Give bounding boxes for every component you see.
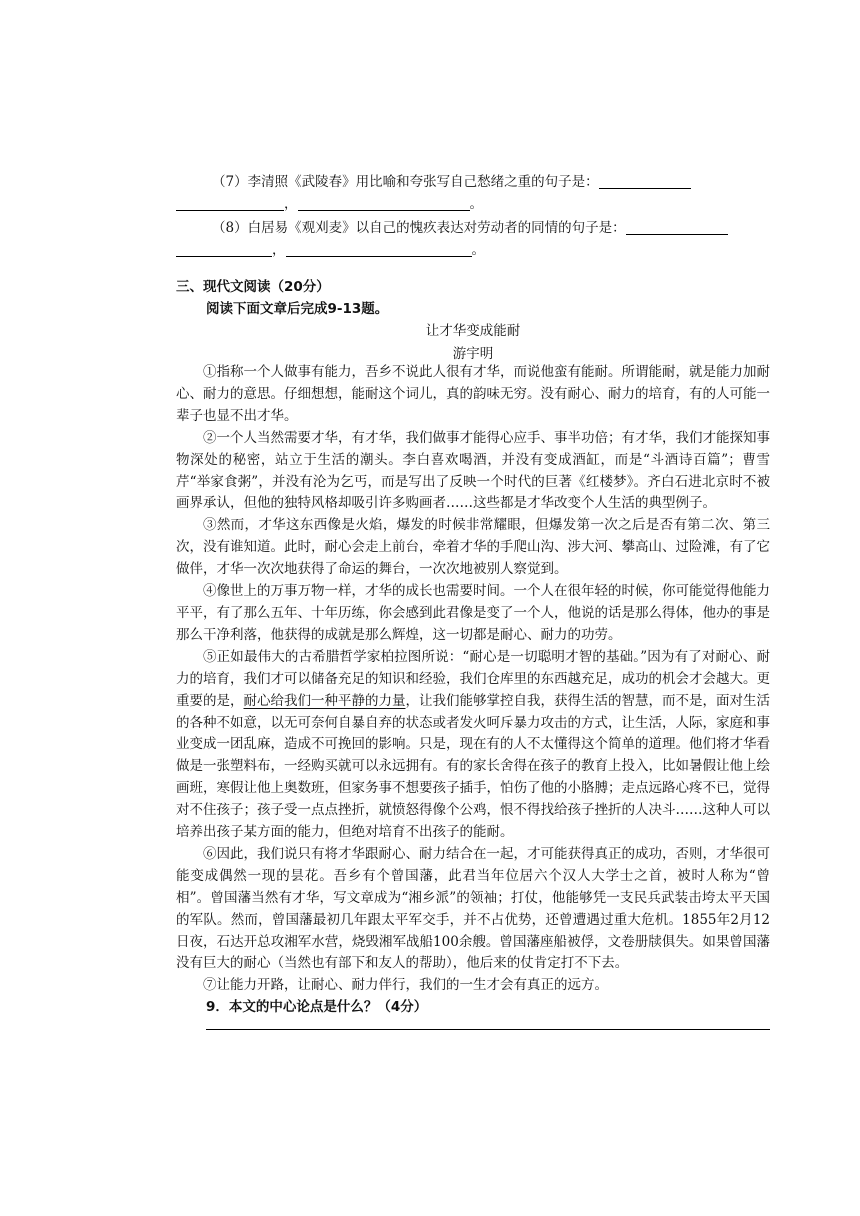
fill-in-item-7 bbox=[176, 171, 770, 215]
reading-instruction: 阅读下面文章后完成9-13题。 bbox=[206, 301, 389, 317]
article-paragraph-7: ⑦让能力开路，让耐心、耐力伴行，我们的一生才会有真正的远方。 bbox=[203, 977, 608, 994]
article-paragraph-4: ④像世上的万事万物一样，才华的成长也需要时间。一个人在很年轻的时候，你可能觉得他能力平平，有了那么五年、十年历练，你会感到此君像是变了一个人，他说的话是那么得体，他办的事是那么干净利落，他获得的成就是那么辉煌，这一切都是耐心、耐力的功劳。 bbox=[176, 583, 770, 643]
answer-blank[interactable] bbox=[626, 220, 728, 235]
article-author: 游宇明 bbox=[452, 346, 494, 362]
end-mark: 。 bbox=[469, 196, 483, 212]
fill-in-prompt: （7）李清照《武陵春》用比喻和夸张写自己愁绪之重的句子是： bbox=[212, 174, 599, 190]
paragraph-5-text-after: ，让我们能够掌控自我，获得生活的智慧，而不是，面对生活的各种不如意，以无可奈何自暴自弃的状态或者发火呵斥暴力攻击的方式，让生活，人际，家庭和事业变成一团乱麻，造成不可挽回的影响。只是，现在有的人不太懂得这个简单的道理。他们将才华看做是一张塑料布，一经购买就可以永远拥有。有的家长舍得在孩子的教育上投入，比如暑假让他上绘画班，寒假让他上奥数班，但家务事不想要孩子插手，怕伤了他的小胳膊；走点远路心疼不已，觉得对不住孩子；孩子受一点点挫折，就愤怒得像个公鸡，恨不得找给孩子挫折的人决斗……这种人可以培养出孩子某方面的能力，但绝对培育不出孩子的能耐。 bbox=[176, 692, 770, 841]
section-title: 三、现代文阅读（20分） bbox=[176, 279, 330, 295]
question-9: 9．本文的中心论点是什么？（4分） bbox=[206, 999, 428, 1015]
answer-blank[interactable] bbox=[176, 196, 284, 211]
article-title: 让才华变成能耐 bbox=[425, 323, 521, 339]
article-paragraph-5 bbox=[176, 647, 770, 844]
answer-blank[interactable] bbox=[176, 242, 272, 257]
article-paragraph-2: ②一个人当然需要才华，有才华，我们做事才能得心应手、事半功倍；有才华，我们才能探知事物深处的秘密，站立于生活的潮头。李白喜欢喝酒，并没有变成酒缸，而是“斗酒诗百篇”；曹雪芹“举家食粥”，并没有沦为乞丐，而是写出了反映一个时代的巨著《红楼梦》。齐白石进北京时不被画界承认，但他的独特风格却吸引许多购画者……这些都是才华改变个人生活的典型例子。 bbox=[176, 429, 770, 512]
article-paragraph-1: ①指称一个人做事有能力，吾乡不说此人很有才华，而说他蛮有能耐。所谓能耐，就是能力加耐心、耐力的意思。仔细想想，能耐这个词儿，真的韵味无穷。没有耐心、耐力的培育，有的人可能一辈子也显不出才华。 bbox=[176, 364, 770, 424]
underlined-sentence: 耐心给我们一种平静的力量 bbox=[243, 692, 406, 709]
article-body bbox=[176, 362, 770, 997]
answer-blank[interactable] bbox=[599, 174, 691, 189]
separator: ， bbox=[284, 196, 298, 212]
separator: ， bbox=[272, 242, 286, 258]
paragraph-5-text-before: ⑤正如最伟大的古希腊哲学家柏拉图所说：“耐心是一切聪明才智的基础。”因为有了对耐心、耐力的培育，我们才可以储备充足的知识和经验，我们仓库里的东西越充足，成功的机会才会越大。更重要的是， bbox=[176, 648, 770, 709]
end-mark: 。 bbox=[471, 242, 485, 258]
question-9-answer-line[interactable] bbox=[206, 1029, 770, 1030]
article-paragraph-3: ③然而，才华这东西像是火焰，爆发的时候非常耀眼，但爆发第一次之后是否有第二次、第三次，没有谁知道。此时，耐心会走上前台，牵着才华的手爬山沟、涉大河、攀高山、过险滩，有了它做伴，才华一次次地获得了命运的舞台，一次次地被别人察觉到。 bbox=[176, 517, 770, 578]
answer-blank[interactable] bbox=[298, 196, 470, 211]
fill-in-prompt: （8）白居易《观刈麦》以自己的愧疚表达对劳动者的同情的句子是： bbox=[212, 220, 626, 236]
answer-blank[interactable] bbox=[286, 242, 472, 257]
fill-in-item-8 bbox=[176, 217, 770, 261]
article-paragraph-6: ⑥因此，我们说只有将才华跟耐心、耐力结合在一起，才可能获得真正的成功，否则，才华很可能变成偶然一现的昙花。吾乡有个曾国藩，此君当年位居六个汉人大学士之首，被时人称为“曾相”。曾国藩当然有才华，写文章成为“湘乡派”的领袖；打仗，他能够凭一支民兵武装击垮太平天国的军队。然而，曾国藩最初几年跟太平军交手，并不占优势，还曾遭遇过重大危机。1855年2月12日夜，石达开总攻湘军水营，烧毁湘军战船100余艘。曾国藩座船被俘，文卷册牍俱失。如果曾国藩没有巨大的耐心（当然也有部下和友人的帮助），他后来的仗肯定打不下去。 bbox=[176, 845, 770, 972]
